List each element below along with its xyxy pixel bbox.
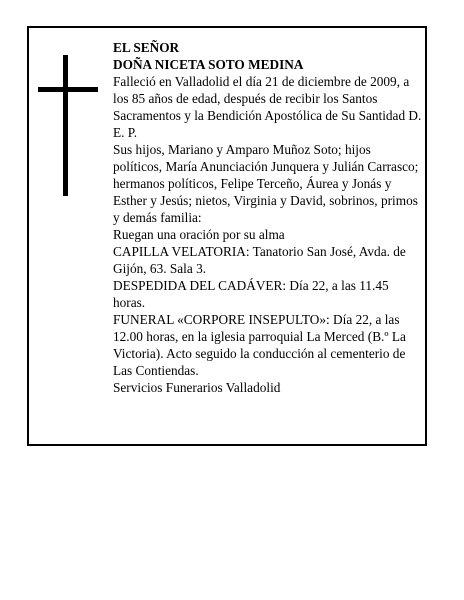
obituary-wake-line: CAPILLA VELATORIA: Tanatorio San José, Avda. de Gijón, 63. Sala 3. — [113, 244, 406, 276]
obituary-family-paragraph: Sus hijos, Mariano y Amparo Muñoz Soto; hijos políticos, María Anunciación Junquera y Julián Carrasco; hermanos políticos, Felipe Terceño, Áurea y Jonás y Esther y Jesús; nietos, Virginia y David, sobrinos, primos y demás familia: — [113, 142, 419, 225]
obituary-heading-name: DOÑA NICETA SOTO MEDINA — [113, 57, 304, 72]
obituary-text — [113, 39, 423, 396]
obituary-prayer-line: Ruegan una oración por su alma — [113, 227, 285, 242]
obituary-farewell-line: DESPEDIDA DEL CADÁVER: Día 22, a las 11.45 horas. — [113, 278, 389, 310]
obituary-funeral-paragraph: FUNERAL «CORPORE INSEPULTO»: Día 22, a las 12.00 horas, en la iglesia parroquial La Merced (B.º La Victoria). Acto seguido la conducción al cementerio de Las Contiendas. — [113, 312, 406, 378]
obituary-services-line: Servicios Funerarios Valladolid — [113, 380, 281, 395]
obituary-death-paragraph: Falleció en Valladolid el día 21 de diciembre de 2009, a los 85 años de edad, después de recibir los Santos Sacramentos y la Bendición Apostólica de Su Santidad D. E. P. — [113, 74, 422, 140]
cross-horizontal-bar — [38, 87, 98, 92]
cross-icon — [38, 55, 98, 196]
cross-vertical-bar — [63, 55, 68, 196]
obituary-heading-title: EL SEÑOR — [113, 40, 180, 55]
